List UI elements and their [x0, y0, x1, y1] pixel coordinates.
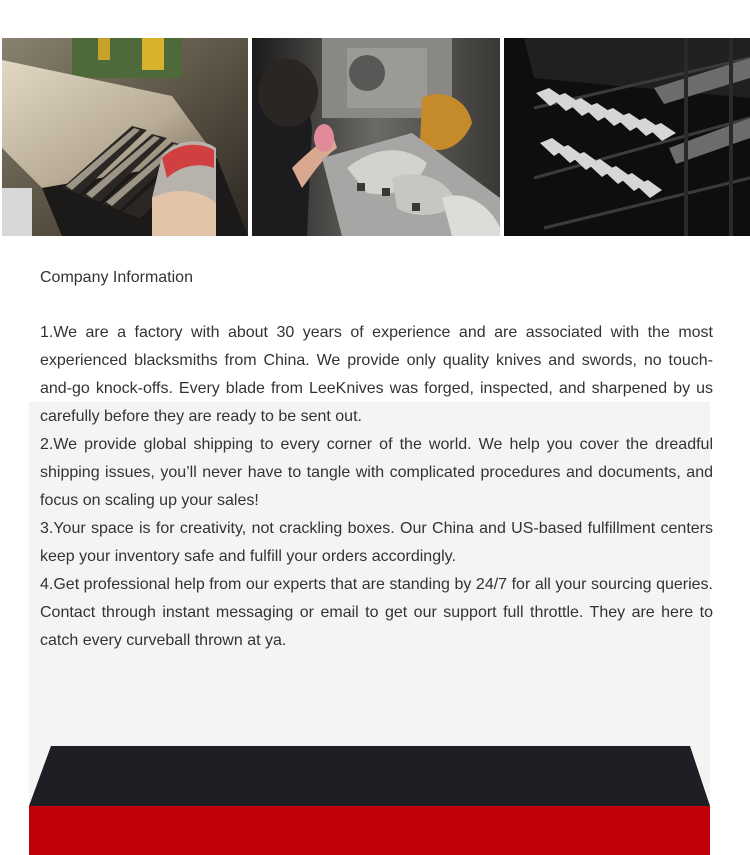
paragraph-experience: 1.We are a factory with about 30 years of experience and are associated with the most experienced blacksmiths from China. We provide only quality knives and swords, no touch-and-go knock-offs. Every blade from LeeKnives was forged, inspected, and sharpened by us carefully before they are ready to be sent out. — [40, 324, 713, 425]
paragraph-shipping: 2.We provide global shipping to every corner of the world. We help you cover the dreadful shipping issues, you’ll never have to tangle with complicated procedures and documents, and focus on scaling up your sales! — [40, 436, 713, 509]
platform-front-face — [29, 806, 710, 855]
photo-strip — [2, 38, 750, 236]
knife-pressing-photo — [2, 38, 248, 236]
platform-top-surface — [29, 746, 710, 806]
paragraph-fulfillment: 3.Your space is for creativity, not crackling boxes. Our China and US-based fulfillment centers keep your inventory safe and fulfill your orders accordingly. — [40, 520, 713, 565]
stamping-machine-photo — [252, 38, 500, 236]
blade-rack-photo — [504, 38, 750, 236]
display-platform — [29, 746, 710, 855]
paragraph-support: 4.Get professional help from our experts that are standing by 24/7 for all your sourcing queries. Contact through instant messaging or email to get our support full throttle. They are here to catch every curveball thrown at ya. — [40, 576, 713, 649]
paragraph-list — [40, 319, 713, 655]
section-title: Company Information — [40, 269, 193, 286]
company-info-section — [40, 265, 713, 655]
